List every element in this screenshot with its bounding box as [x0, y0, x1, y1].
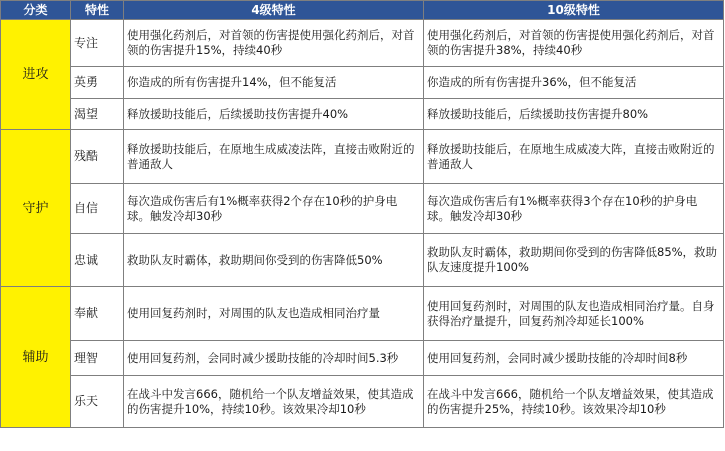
table-row: [1, 287, 724, 341]
level10-desc: 你造成的所有伤害提升36%，但不能复活: [424, 67, 724, 99]
trait-name: 残酷: [71, 130, 124, 184]
trait-name: 理智: [71, 341, 124, 376]
table-row: [1, 99, 724, 130]
trait-name: 英勇: [71, 67, 124, 99]
table-row: [1, 234, 724, 287]
table-row: [1, 20, 724, 67]
level4-desc: 释放援助技能后，后续援助技伤害提升40%: [124, 99, 424, 130]
category-cell: 进攻: [1, 20, 71, 130]
level10-desc: 使用回复药剂，会同时减少援助技能的冷却时间8秒: [424, 341, 724, 376]
level4-desc: 救助队友时霸体，救助期间你受到的伤害降低50%: [124, 234, 424, 287]
table-row: [1, 376, 724, 428]
level10-desc: 在战斗中发言666，随机给一个队友增益效果，使其造成的伤害提升25%，持续10秒。该效果冷却10秒: [424, 376, 724, 428]
level10-desc: 救助队友时霸体，救助期间你受到的伤害降低85%，救助队友速度提升100%: [424, 234, 724, 287]
trait-name: 奉献: [71, 287, 124, 341]
table-row: [1, 341, 724, 376]
level4-desc: 在战斗中发言666，随机给一个队友增益效果，使其造成的伤害提升10%，持续10秒。该效果冷却10秒: [124, 376, 424, 428]
header-category: 分类: [1, 1, 71, 20]
level10-desc: 使用回复药剂时，对周围的队友也造成相同治疗量。自身获得治疗量提升，回复药剂冷却延长100%: [424, 287, 724, 341]
category-cell: 辅助: [1, 287, 71, 428]
header-level4: 4级特性: [124, 1, 424, 20]
trait-name: 忠诚: [71, 234, 124, 287]
level4-desc: 释放援助技能后，在原地生成威凌法阵，直接击败附近的普通敌人: [124, 130, 424, 184]
level4-desc: 使用回复药剂，会同时减少援助技能的冷却时间5.3秒: [124, 341, 424, 376]
level4-desc: 你造成的所有伤害提升14%，但不能复活: [124, 67, 424, 99]
table-row: [1, 130, 724, 184]
table-row: [1, 67, 724, 99]
header-trait: 特性: [71, 1, 124, 20]
level10-desc: 释放援助技能后，在原地生成威凌大阵，直接击败附近的普通敌人: [424, 130, 724, 184]
level10-desc: 每次造成伤害后有1%概率获得3个存在10秒的护身电球。触发冷却30秒: [424, 184, 724, 234]
category-cell: 守护: [1, 130, 71, 287]
level4-desc: 使用强化药剂后，对首领的伤害提使用强化药剂后，对首领的伤害提升15%，持续40秒: [124, 20, 424, 67]
trait-name: 渴望: [71, 99, 124, 130]
header-level10: 10级特性: [424, 1, 724, 20]
trait-name: 专注: [71, 20, 124, 67]
table-row: [1, 184, 724, 234]
level10-desc: 释放援助技能后，后续援助技伤害提升80%: [424, 99, 724, 130]
level4-desc: 使用回复药剂时，对周围的队友也造成相同治疗量: [124, 287, 424, 341]
trait-name: 乐天: [71, 376, 124, 428]
level4-desc: 每次造成伤害后有1%概率获得2个存在10秒的护身电球。触发冷却30秒: [124, 184, 424, 234]
level10-desc: 使用强化药剂后，对首领的伤害提使用强化药剂后，对首领的伤害提升38%，持续40秒: [424, 20, 724, 67]
trait-name: 自信: [71, 184, 124, 234]
header-row: [1, 1, 724, 20]
